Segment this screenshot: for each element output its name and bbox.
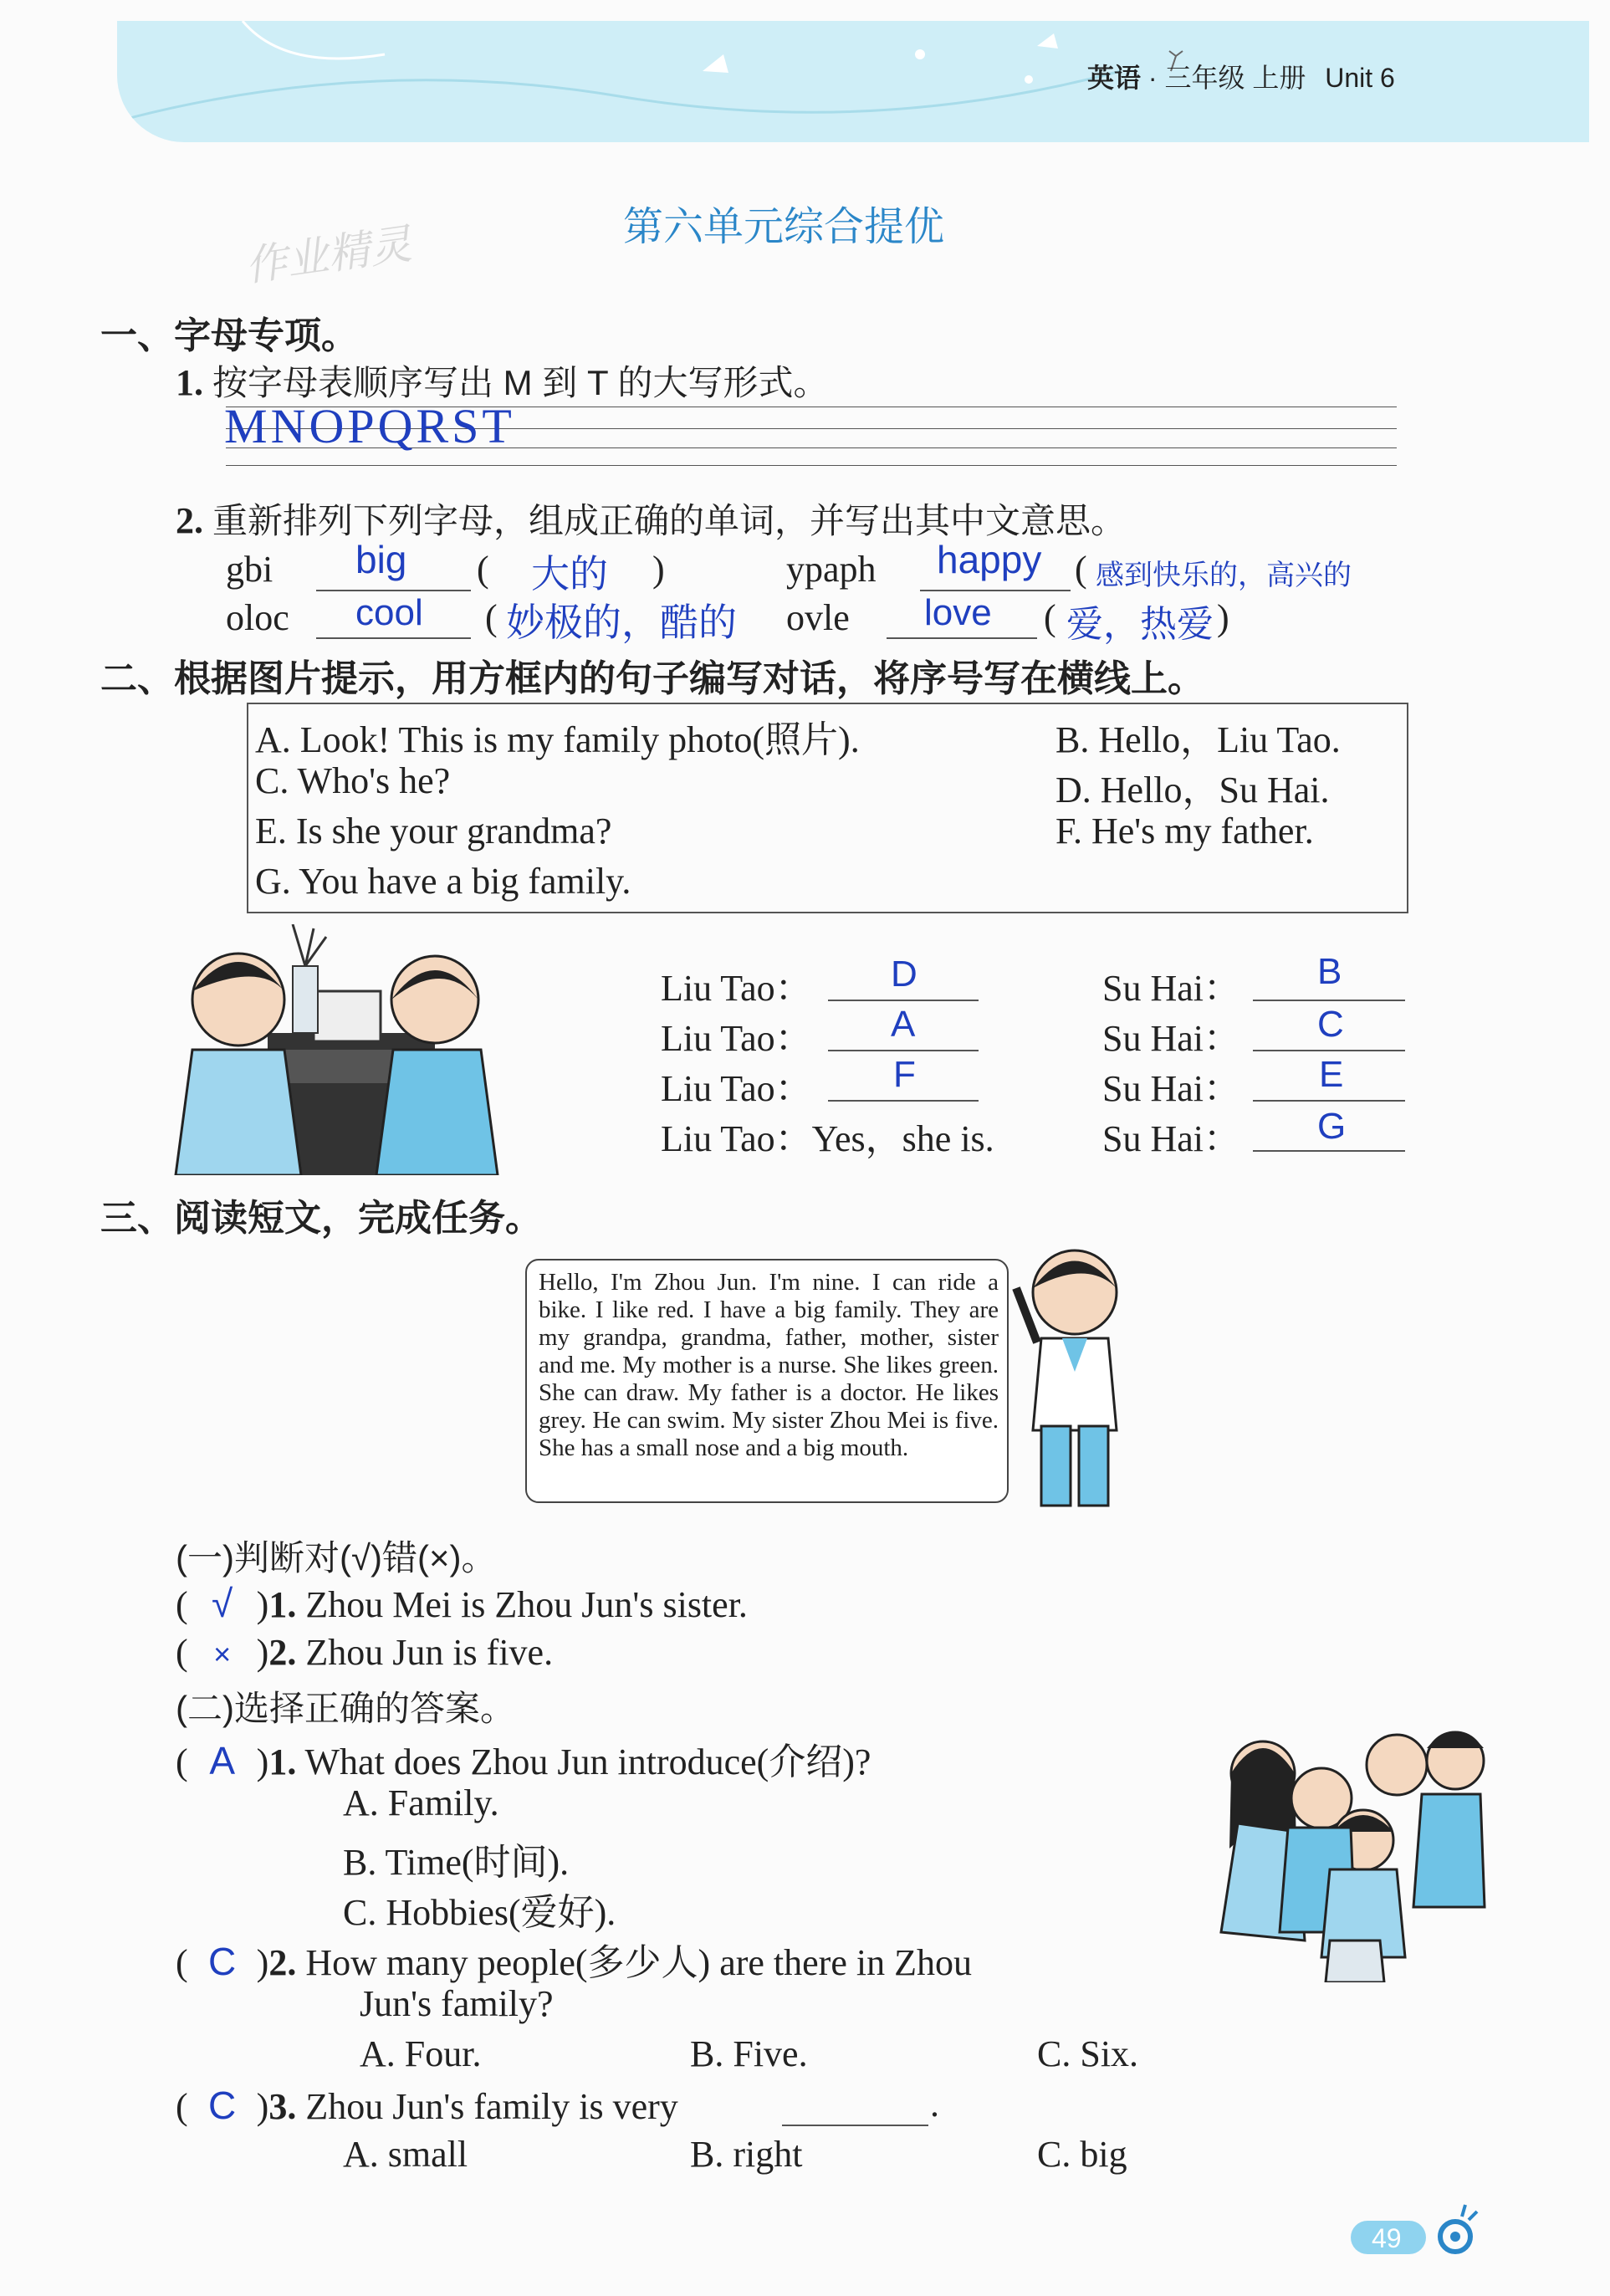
dialogue-speaker-8: Su Hai： xyxy=(1102,1118,1240,1159)
scrambled-2: ypaph xyxy=(786,549,877,590)
dialogue-answer-2: B xyxy=(1317,951,1342,992)
part2-q3-num: 3. xyxy=(268,2086,297,2127)
dialogue-text-7: Yes，she is. xyxy=(811,1118,994,1159)
part1-item-2-close: ) xyxy=(256,1632,269,1673)
part2-q3-option-b: B. right xyxy=(690,2134,803,2175)
part2-q2-num: 2. xyxy=(268,1942,297,1983)
part1-item-1-num: 1. xyxy=(268,1584,297,1625)
meaning-answer-1: 大的 xyxy=(531,552,608,596)
part1-item-2 xyxy=(176,1631,553,1674)
q2-number: 2. xyxy=(176,500,203,541)
scrambled-1: gbi xyxy=(226,549,273,590)
option-f: F. He's my father. xyxy=(1055,811,1314,851)
dialogue-speaker-2: Su Hai： xyxy=(1102,968,1240,1009)
part2-q2-option-c: C. Six. xyxy=(1037,2033,1139,2074)
dialogue-line-3 xyxy=(828,1050,979,1051)
dialogue-answer-3: A xyxy=(891,1004,916,1045)
word-answer-1: big xyxy=(355,538,407,581)
part2-q1-option-a: A. Family. xyxy=(343,1782,499,1823)
paren-open-1: ( xyxy=(477,549,489,590)
part2-q2 xyxy=(176,1932,972,1986)
part2-q3-end: . xyxy=(930,2084,939,2125)
part1-item-2-num: 2. xyxy=(268,1632,297,1673)
header-dot: · xyxy=(1147,63,1158,93)
answer-line-1 xyxy=(316,590,471,591)
dialogue-answer-5: F xyxy=(893,1054,916,1095)
dialogue-line-2 xyxy=(1253,1000,1405,1001)
paren-open-4: ( xyxy=(1044,597,1056,638)
kids-photo-illustration xyxy=(167,924,502,1175)
paren-open-3: ( xyxy=(485,597,498,638)
part1-item-1-text: Zhou Mei is Zhou Jun's sister. xyxy=(305,1584,748,1625)
option-d: D. Hello，Su Hai. xyxy=(1055,770,1330,811)
part2-q3-option-c: C. big xyxy=(1037,2134,1127,2175)
dialogue-line-4 xyxy=(1253,1050,1405,1051)
scrambled-4: ovle xyxy=(786,597,850,638)
part2-q1-close: ) xyxy=(256,1741,269,1782)
part1-item-2-text: Zhou Jun is five. xyxy=(305,1632,554,1673)
part2-q3-blank xyxy=(782,2125,928,2126)
part1-title: (一)判断对(√)错(×)。 xyxy=(176,1538,497,1578)
option-e: E. Is she your grandma? xyxy=(255,811,612,851)
part1-item-2-answer: × xyxy=(213,1637,232,1671)
dialogue-answer-6: E xyxy=(1319,1054,1344,1095)
answer-line-4 xyxy=(887,637,1037,639)
paren-open-2: ( xyxy=(1075,549,1087,590)
part2-q1-option-b: B. Time(时间). xyxy=(343,1842,570,1883)
part2-q1 xyxy=(176,1731,871,1785)
q1-answer: MNOPQRST xyxy=(224,399,515,453)
dialogue-speaker-7-name: Liu Tao： xyxy=(661,1118,812,1159)
scrambled-3: oloc xyxy=(226,597,289,638)
dialogue-line-8 xyxy=(1253,1150,1405,1152)
part2-q3 xyxy=(176,2083,678,2128)
part1-item-1-answer: √ xyxy=(212,1582,233,1625)
header-unit: Unit 6 xyxy=(1325,63,1395,93)
boy-illustration xyxy=(1012,1238,1137,1514)
part2-q3-open: ( xyxy=(176,2086,188,2127)
part2-q2-answer: C xyxy=(208,1940,237,1983)
q2-text: 重新排列下列字母，组成正确的单词，并写出其中文意思。 xyxy=(212,501,1127,540)
part2-q1-open: ( xyxy=(176,1741,188,1782)
part1-item-1-close: ) xyxy=(256,1584,269,1625)
part2-q2-open: ( xyxy=(176,1942,188,1983)
dialogue-line-6 xyxy=(1253,1100,1405,1102)
option-g: G. You have a big family. xyxy=(255,861,631,902)
passage-bubble: Hello, I'm Zhou Jun. I'm nine. I can ride a bike. I like red. I have a big family. They are my grandpa, grandma, father, mother, sister and me. My mother is a nurse. She likes green. She can draw. My father is a doctor. He likes grey. He can swim. My sister Zhou Mei is five. She has a small nose and a big mouth. xyxy=(525,1259,1009,1503)
option-c: C. Who's he? xyxy=(255,760,451,801)
dialogue-speaker-5: Liu Tao： xyxy=(661,1068,812,1109)
part2-q2-option-a: A. Four. xyxy=(360,2033,482,2074)
part2-q1-text: What does Zhou Jun introduce(介绍)? xyxy=(304,1741,871,1782)
q1-number: 1. xyxy=(176,362,203,403)
answer-line-2 xyxy=(920,590,1071,591)
part2-q1-num: 1. xyxy=(268,1741,297,1782)
part2-q3-close: ) xyxy=(256,2086,269,2127)
dialogue-answer-8: G xyxy=(1317,1106,1347,1147)
swirl-icon xyxy=(1432,2201,1482,2260)
part1-item-2-open: ( xyxy=(176,1632,188,1673)
dialogue-speaker-1: Liu Tao： xyxy=(661,968,812,1009)
answer-line-3 xyxy=(316,637,471,639)
word-answer-3: cool xyxy=(355,592,423,633)
section2-title: 二、根据图片提示，用方框内的句子编写对话，将序号写在横线上。 xyxy=(100,658,1204,699)
dialogue-answer-1: D xyxy=(891,954,917,995)
word-answer-2: happy xyxy=(937,538,1042,581)
dialogue-speaker-7 xyxy=(661,1108,994,1162)
header-info xyxy=(1087,57,1395,95)
part2-q3-option-a: A. small xyxy=(343,2134,468,2175)
part2-q1-answer: A xyxy=(209,1739,235,1782)
part2-q2-option-b: B. Five. xyxy=(690,2033,808,2074)
dialogue-line-1 xyxy=(828,1000,979,1001)
dialogue-line-5 xyxy=(828,1100,979,1102)
part2-q2-close: ) xyxy=(256,1942,269,1983)
option-a: A. Look! This is my family photo(照片). xyxy=(255,719,860,760)
part2-q1-option-c: C. Hobbies(爱好). xyxy=(343,1892,616,1933)
part2-q3-answer: C xyxy=(208,2084,237,2127)
section1-q2 xyxy=(176,493,1126,544)
part1-item-1-open: ( xyxy=(176,1584,188,1625)
part2-title: (二)选择正确的答案。 xyxy=(176,1689,515,1728)
paren-close-1: ) xyxy=(652,549,665,590)
page-title: 第六单元综合提优 xyxy=(623,205,945,249)
meaning-answer-4: 爱，热爱 xyxy=(1066,604,1214,645)
page-number: 49 xyxy=(1372,2223,1402,2253)
dialogue-speaker-3: Liu Tao： xyxy=(661,1018,812,1059)
header-subject: 英语 xyxy=(1087,63,1142,93)
part1-item-1 xyxy=(176,1581,748,1626)
writing-line-4 xyxy=(226,465,1397,466)
family-illustration xyxy=(1204,1715,1489,1982)
meaning-answer-3: 妙极的，酷的 xyxy=(506,601,737,644)
paren-close-4: ) xyxy=(1217,597,1229,638)
word-answer-4: love xyxy=(924,592,992,633)
watermark-logo: 作业精灵 xyxy=(242,220,415,290)
q1-text: 按字母表顺序写出 M 到 T 的大写形式。 xyxy=(212,363,829,402)
header-grade: 三年级 上册 xyxy=(1164,63,1306,93)
dialogue-speaker-4: Su Hai： xyxy=(1102,1018,1240,1059)
section3-title: 三、阅读短文，完成任务。 xyxy=(100,1198,542,1239)
option-b: B. Hello，Liu Tao. xyxy=(1055,719,1341,760)
section1-title: 一、字母专项。 xyxy=(100,315,358,356)
part2-q2-text: How many people(多少人) are there in Zhou xyxy=(305,1942,972,1983)
part2-q2-text2: Jun's family? xyxy=(360,1983,554,2024)
meaning-answer-2: 感到快乐的，高兴的 xyxy=(1096,560,1352,591)
dialogue-speaker-6: Su Hai： xyxy=(1102,1068,1240,1109)
dialogue-answer-4: C xyxy=(1317,1004,1344,1045)
part2-q3-text: Zhou Jun's family is very xyxy=(305,2086,678,2127)
